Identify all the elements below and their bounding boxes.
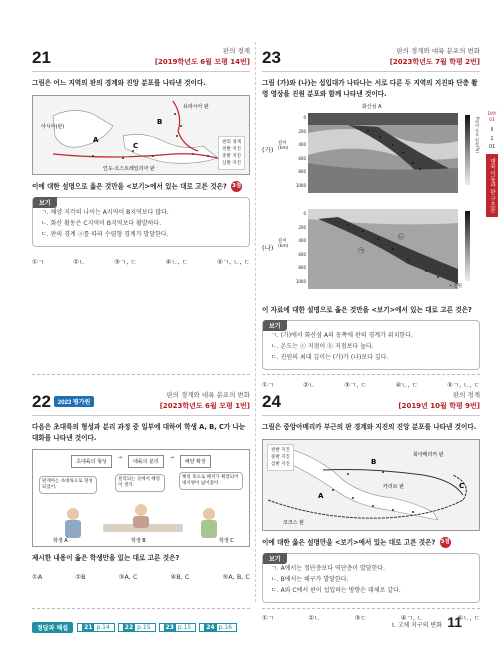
question-23 [262, 42, 480, 389]
unit-number: Ⅰ [491, 127, 493, 133]
tomography-panel-b [262, 203, 480, 299]
choice[interactable]: ④B, C [170, 573, 190, 581]
central-america-map [262, 439, 480, 531]
footer-label: 정답과 해설 [32, 622, 73, 633]
legend-item: 천발 지진 [271, 447, 290, 453]
choice[interactable]: ⑤ㄱ, ㄴ, ㄷ [217, 257, 250, 266]
exam-tag: 2023 평가원 [54, 396, 94, 407]
ref-page: p.15 [177, 623, 192, 631]
ref-22[interactable] [118, 623, 156, 632]
question-source: [2019년 10월 학평 9번] [398, 402, 480, 410]
y-ticks [292, 207, 306, 288]
tick: 600 [298, 155, 306, 161]
colorbar [465, 211, 470, 281]
tick: 800 [298, 265, 306, 270]
choice[interactable]: ②ㄴ [303, 381, 316, 389]
tick: 200 [298, 224, 306, 230]
legend-item: 심발 지진 [271, 461, 290, 467]
question-text: 다음은 초대륙의 형성과 분리 과정 중 일부에 대하여 학생 A, B, C가 나눈 대화를 나타낸 것이다. [32, 423, 246, 442]
question-24 [262, 386, 480, 622]
question-ask [32, 181, 250, 192]
side-tab [484, 112, 500, 217]
ref-num: 23 [165, 623, 174, 631]
tick: 600 [298, 251, 306, 257]
question-ask [262, 537, 480, 548]
ref-page: p.15 [137, 623, 151, 631]
map-svg [33, 96, 249, 174]
question-header [32, 386, 250, 416]
map-title: 유라시아 판 [183, 103, 209, 110]
choice[interactable]: ⑤A, B, C [222, 573, 250, 581]
bogi-item: ㄴ. 화산 활동은 C지역이 B지역보다 활발하다. [41, 219, 162, 227]
map-legend [218, 136, 245, 170]
tick: 1000 [295, 278, 306, 284]
question-source: [2023학년도 6월 모평 1번] [159, 402, 250, 410]
ref-23[interactable] [159, 623, 197, 632]
bogi-item: ㄷ. A와 C에서 판이 섭입하는 방향은 대체로 같다. [271, 586, 401, 594]
ref-num: 24 [206, 623, 215, 631]
choice[interactable]: ②ㄴ [73, 257, 86, 266]
choice[interactable]: ③ㄷ [354, 613, 367, 622]
question-text: 그림은 어느 지역의 판의 경계와 진앙 분포를 나타낸 것이다. [32, 79, 206, 87]
question-22 [32, 386, 250, 581]
plate-boundary-map [32, 95, 250, 175]
bogi-title: 보기 [263, 320, 287, 331]
legend: • 진원 [449, 284, 462, 289]
choice[interactable]: ④ㄴ, ㄷ [165, 257, 189, 266]
question-text: 그림은 중앙아메리카 부근의 판 경계와 지진의 진앙 분포를 나타낸 것이다. [262, 423, 477, 431]
label-c: C [459, 481, 465, 490]
bogi-item: ㄴ. B에서는 해구가 발달한다. [271, 575, 349, 583]
ref-page: p.14 [96, 623, 110, 631]
student-label: 학생 C [219, 538, 234, 544]
question-topic: 판의 경계 [452, 391, 480, 399]
question-21 [32, 42, 250, 266]
question-topic: 판의 경계와 대륙 분포의 변화 [166, 391, 250, 399]
axis-label: 깊이(km) [278, 239, 289, 249]
arrow-icon: → [169, 455, 174, 461]
choice[interactable]: ②ㄴ [308, 613, 321, 622]
divider [32, 608, 250, 609]
choice[interactable]: ③ㄱ, ㄷ [344, 381, 367, 389]
point-label: ㉡ [398, 234, 405, 241]
ref-21[interactable] [77, 623, 115, 632]
ref-num: 22 [124, 623, 134, 631]
question-ask: 제시한 내용이 옳은 학생만을 있는 대로 고른 것은? [32, 554, 180, 562]
section-number: 01 [488, 144, 496, 150]
flow-step: 대륙의 분리 [128, 455, 164, 468]
choice[interactable]: ④ㄴ, ㄷ [395, 381, 419, 389]
colorbar-label: P파의 속도 편차(%) [475, 117, 480, 153]
tick: 0 [303, 211, 306, 216]
choice[interactable]: ③ㄱ, ㄷ [114, 257, 137, 266]
divider [262, 608, 480, 609]
student-label: 학생 A [53, 538, 68, 544]
bogi-item: ㄴ. 온도는 ⓒ 지점이 ⓑ 지점보다 높다. [271, 343, 374, 350]
student-label: 학생 B [131, 538, 146, 544]
bogi-item: ㄱ. (가)에서 화산섬 A의 동쪽에 판의 경계가 위치한다. [271, 332, 413, 339]
students-illustration [33, 502, 249, 546]
ask-text: 이에 대한 설명으로 옳은 것만을 <보기>에서 있는 대로 고른 것은? [32, 182, 227, 190]
bogi-title: 보기 [263, 553, 287, 564]
legend-item: 판의 경계 [222, 139, 241, 145]
choice[interactable]: ④ㄱ, ㄴ [400, 613, 424, 622]
answer-reference-footer [32, 620, 240, 634]
chapter-title: 대륙 이동과 판 구조론 [486, 154, 498, 217]
choice[interactable]: ①ㄱ [32, 257, 45, 266]
legend-item: 심발 지진 [222, 160, 241, 166]
question-source: [2019학년도 6월 모평 14번] [154, 58, 250, 66]
tick: 0 [303, 115, 306, 120]
question-topic: 판의 경계와 대륙 분포의 변화 [396, 47, 480, 55]
legend-item: 중발 지진 [222, 153, 241, 159]
choice[interactable]: ⑤ㄴ, ㄷ [457, 613, 480, 622]
panel-label: (나) [262, 244, 274, 252]
ref-page: p.16 [218, 623, 232, 631]
tick: 800 [298, 169, 306, 174]
bogi-title: 보기 [33, 197, 57, 208]
legend-item: 천발 지진 [222, 146, 241, 152]
chapter-number: 1 [490, 136, 494, 142]
ask-text: 이에 대한 옳은 설명만을 <보기>에서 있는 대로 고른 것은? [262, 538, 436, 546]
volcano-label: 화산섬 A [362, 104, 382, 110]
region-label: 인도-오스트레일리아 판 [103, 165, 155, 172]
flow-diagram [33, 450, 249, 468]
point-label: ㉠ [358, 248, 365, 255]
tomography-image [308, 209, 458, 289]
y-ticks [292, 111, 306, 192]
question-header [262, 42, 480, 72]
question-header [262, 386, 480, 416]
plate-label: 카리브 판 [383, 483, 404, 490]
divider [32, 374, 250, 375]
bogi-box [262, 553, 480, 603]
map-svg [263, 440, 479, 530]
flow-step: 초대륙의 형성 [71, 455, 112, 468]
day-label: DAY 01 [487, 112, 497, 123]
question-number: 24 [262, 392, 281, 411]
legend-item: 중발 지진 [271, 454, 290, 460]
answer-choices [32, 257, 250, 266]
question-source: [2023학년도 7월 학평 2번] [389, 58, 480, 66]
label-b: B [157, 117, 163, 126]
label-a: A [93, 135, 99, 144]
tick: 400 [298, 142, 306, 147]
region-label: 아시아(판) [41, 123, 65, 130]
answer-choices [32, 573, 250, 581]
choice[interactable]: ②B [75, 573, 86, 581]
points-badge: 3점 [440, 537, 451, 548]
label-b: B [371, 457, 377, 466]
question-number: 21 [32, 48, 51, 67]
question-text: 그림 (가)와 (나)는 섭입대가 나타나는 서로 다른 두 지역의 지진파 단층 촬영 영상을 진원 분포와 함께 나타낸 것이다. [262, 79, 478, 98]
column-divider [255, 42, 256, 602]
map-legend [267, 444, 294, 471]
ref-24[interactable] [199, 623, 237, 632]
tick: 200 [298, 128, 306, 134]
tomography-panel-a [262, 103, 480, 203]
question-number [32, 392, 94, 412]
panel-label: (가) [262, 146, 274, 154]
speech-bubble: 판게아는 초대륙으로 형성되었어. [39, 476, 97, 494]
page-number: 11 [447, 614, 462, 630]
speech-bubble: 해령 축으로 해저가 확장되어 대서양이 넓어졌어. [179, 472, 243, 490]
chapter-title: Ⅰ. 고체 지구의 변화 [392, 622, 442, 629]
axis-label: 깊이(km) [278, 141, 289, 151]
question-number: 23 [262, 48, 281, 67]
tomography-image [308, 113, 458, 193]
colorbar [465, 115, 470, 185]
question-ask: 이 자료에 대한 설명으로 옳은 것만을 <보기>에서 있는 대로 고른 것은? [262, 306, 472, 314]
arrow-icon: → [117, 455, 122, 461]
choice[interactable]: ⑤ㄱ, ㄴ, ㄷ [447, 381, 480, 389]
ref-num: 21 [84, 623, 93, 631]
plate-label: 코코스 판 [283, 519, 304, 526]
points-badge: 3점 [231, 181, 242, 192]
number-text: 22 [32, 392, 51, 411]
question-header [32, 42, 250, 72]
bogi-item: ㄱ. A에서는 정단층보다 역단층이 발달한다. [271, 564, 386, 572]
label-c: C [133, 141, 139, 150]
speech-bubble: 분리되는 곳에서 해령이 생겨. [115, 474, 165, 492]
flow-step: 해양 확장 [180, 455, 211, 468]
plate-label: 북아메리카 판 [413, 451, 444, 458]
choice[interactable]: ①A [32, 573, 43, 581]
dialogue-figure [32, 449, 250, 547]
choice[interactable]: ③A, C [118, 573, 138, 581]
bogi-item: ㄷ. 판의 경계 ⓐ를 따라 수렴형 경계가 발달한다. [41, 230, 169, 238]
bogi-box [262, 320, 480, 370]
tick: 400 [298, 238, 306, 243]
question-topic: 판의 경계 [222, 47, 250, 55]
choice[interactable]: ①ㄱ [262, 613, 275, 622]
bogi-box [32, 197, 250, 247]
bogi-item: ㄷ. 진원의 최대 깊이는 (가)가 (나)보다 깊다. [271, 354, 389, 361]
label-a: A [318, 491, 324, 500]
choice[interactable]: ①ㄱ [262, 381, 275, 389]
tick: 1000 [295, 182, 306, 188]
divider [262, 374, 480, 375]
bogi-item: ㄱ. 해양 지각의 나이는 A지역이 B지역보다 많다. [41, 208, 169, 216]
